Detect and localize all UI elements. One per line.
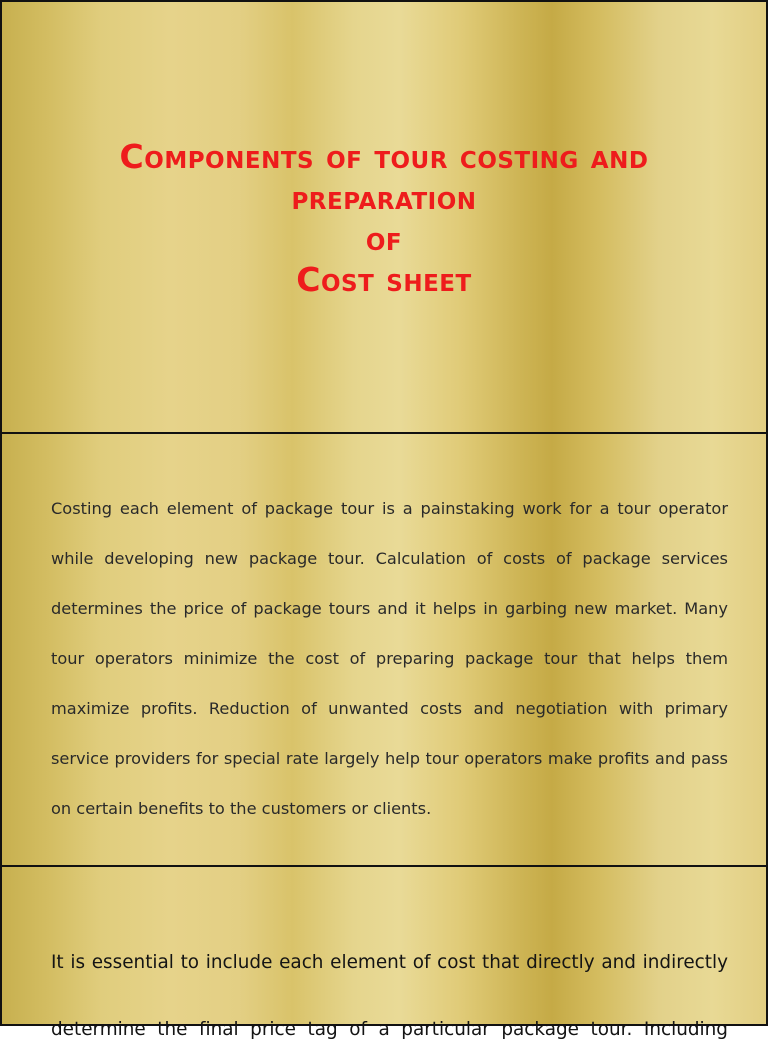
title-line-1: Components of tour costing and: [119, 137, 649, 176]
slide-3-paragraph: It is essential to include each element of cost that directly and indirectly determine the final price tag of a particular package tour. Including: [51, 952, 728, 1040]
slide-2-paragraph: Costing each element of package tour is a painstaking work for a tour operator while developing new package tour. Calculation of costs of package services determines the price of package tours and it helps in garbing new market. Many tour operators minimize the cost of preparing package tour that helps them maximize profits. Reduction of unwanted costs and negotiation with primary service providers for special rate largely help tour operators make profits and pass on certain benefits to the customers or clients.: [51, 499, 728, 818]
slide-title-heading: [2, 136, 766, 300]
slide-costing-intro: [0, 432, 768, 867]
title-line-3: of: [365, 219, 403, 258]
title-line-2: preparation: [291, 178, 477, 217]
slide-title: [0, 0, 768, 434]
title-line-4: Cost sheet: [296, 260, 472, 299]
slide-cost-elements: [0, 865, 768, 1040]
